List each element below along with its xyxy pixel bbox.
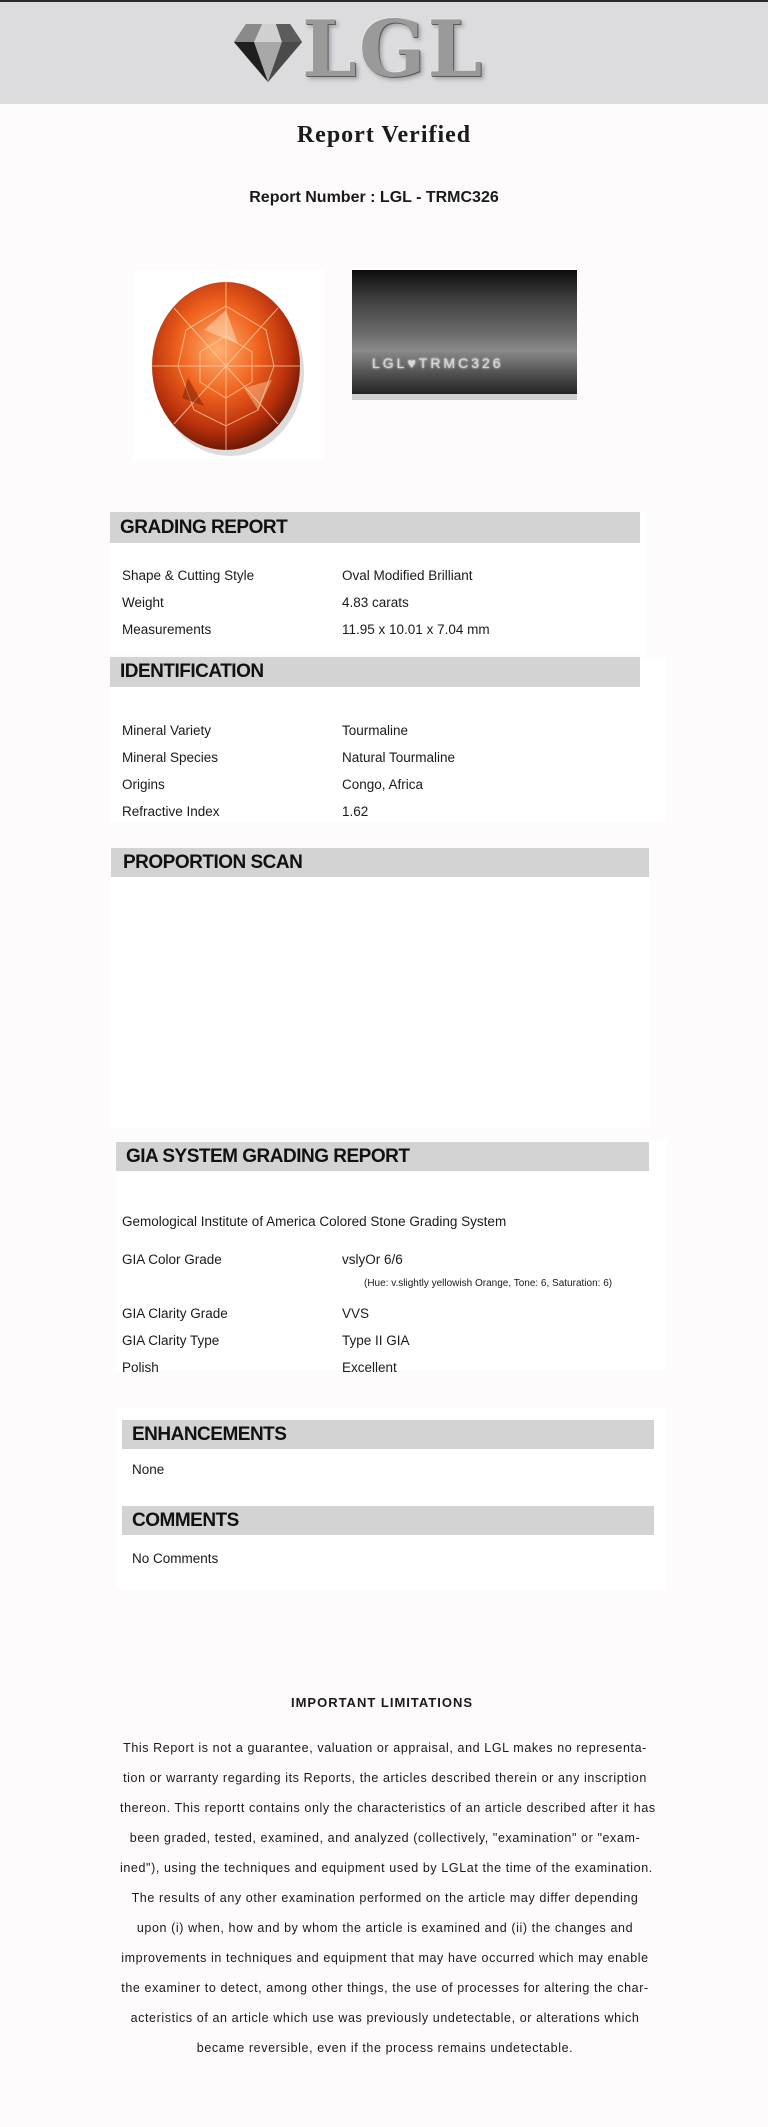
- identification-row-label: Refractive Index: [122, 804, 220, 819]
- grading-row-label: Weight: [122, 595, 164, 610]
- laser-inscription-photo: [352, 270, 577, 400]
- lgl-logo[interactable]: [232, 4, 492, 96]
- limitations-title: IMPORTANT LIMITATIONS: [290, 1695, 474, 1710]
- grading-row-value: 11.95 x 10.01 x 7.04 mm: [342, 622, 490, 637]
- limitations-line: ined"), using the techniques and equipment used by LGLat the time of the examination.: [120, 1861, 653, 1875]
- grading-row-label: Shape & Cutting Style: [122, 568, 255, 583]
- gia-color-grade-label: GIA Color Grade: [122, 1252, 222, 1267]
- inscription-text: LGL♥TRMC326: [372, 355, 504, 371]
- limitations-line: tion or warranty regarding its Reports, the articles described therein or any inscription: [123, 1771, 647, 1785]
- comments-header: COMMENTS: [122, 1506, 654, 1535]
- limitations-line: been graded, tested, examined, and analyzed (collectively, "examination" or "exam-: [129, 1831, 641, 1845]
- limitations-line: upon (i) when, how and by whom the article is examined and (ii) the changes and: [136, 1921, 634, 1935]
- limitations-text: [120, 1733, 656, 2063]
- identification-header: IDENTIFICATION: [110, 657, 640, 687]
- grading-row-value: Oval Modified Brilliant: [342, 568, 473, 583]
- identification-row-value: Congo, Africa: [342, 777, 424, 792]
- limitations-line: The results of any other examination performed on the article may differ depending: [131, 1891, 639, 1905]
- gia-color-grade-value: vslyOr 6/6: [342, 1252, 403, 1267]
- grading-row-value: 4.83 carats: [342, 595, 409, 610]
- inscription-edge: [352, 394, 577, 400]
- enhancements-header: ENHANCEMENTS: [122, 1420, 654, 1449]
- gia-row-label: GIA Clarity Grade: [122, 1306, 228, 1321]
- gia-row-value: Type II GIA: [342, 1333, 410, 1348]
- gia-subtitle: Gemological Institute of America Colored Stone Grading System: [122, 1214, 507, 1229]
- limitations-line: improvements in techniques and equipment that may have occurred which may enable: [121, 1951, 649, 1965]
- diamond-icon: [232, 18, 304, 86]
- identification-row-value: 1.62: [342, 804, 369, 819]
- limitations-line: thereon. This reportt contains only the characteristics of an article described after it has: [120, 1801, 656, 1815]
- gia-color-grade-note: (Hue: v.slightly yellowish Orange, Tone: 6, Saturation: 6): [364, 1278, 613, 1289]
- limitations-line: the examiner to detect, among other things, the use of processes for altering the char-: [121, 1981, 649, 1995]
- identification-row-value: Natural Tourmaline: [342, 750, 456, 765]
- gia-row-label: Polish: [122, 1360, 159, 1375]
- limitations-line: acteristics of an article which use was previously undetectable, or alterations which: [130, 2011, 640, 2025]
- gia-row-label: GIA Clarity Type: [122, 1333, 220, 1348]
- gia-row-value: VVS: [342, 1306, 370, 1321]
- limitations-line: became reversible, even if the process remains undetectable.: [196, 2041, 574, 2055]
- enhancements-value: None: [132, 1462, 165, 1477]
- identification-row-label: Origins: [122, 777, 165, 792]
- grading-report-header: GRADING REPORT: [110, 512, 640, 543]
- gia-report-header: GIA SYSTEM GRADING REPORT: [116, 1142, 649, 1171]
- logo-text: LGL: [302, 4, 485, 95]
- grading-row-label: Measurements: [122, 622, 212, 637]
- gia-row-value: Excellent: [342, 1360, 397, 1375]
- proportion-scan-panel: [111, 848, 649, 1128]
- header: [0, 2, 768, 104]
- page-title: Report Verified: [296, 122, 472, 148]
- identification-row-value: Tourmaline: [342, 723, 409, 738]
- limitations-line: This Report is not a guarantee, valuation or appraisal, and LGL makes no representa-: [123, 1741, 647, 1755]
- identification-row-label: Mineral Species: [122, 750, 219, 765]
- report-number: Report Number : LGL - TRMC326: [249, 189, 499, 206]
- gemstone-photo: [134, 270, 324, 460]
- proportion-scan-header: PROPORTION SCAN: [111, 848, 649, 877]
- comments-value: No Comments: [132, 1551, 219, 1566]
- identification-row-label: Mineral Variety: [122, 723, 212, 738]
